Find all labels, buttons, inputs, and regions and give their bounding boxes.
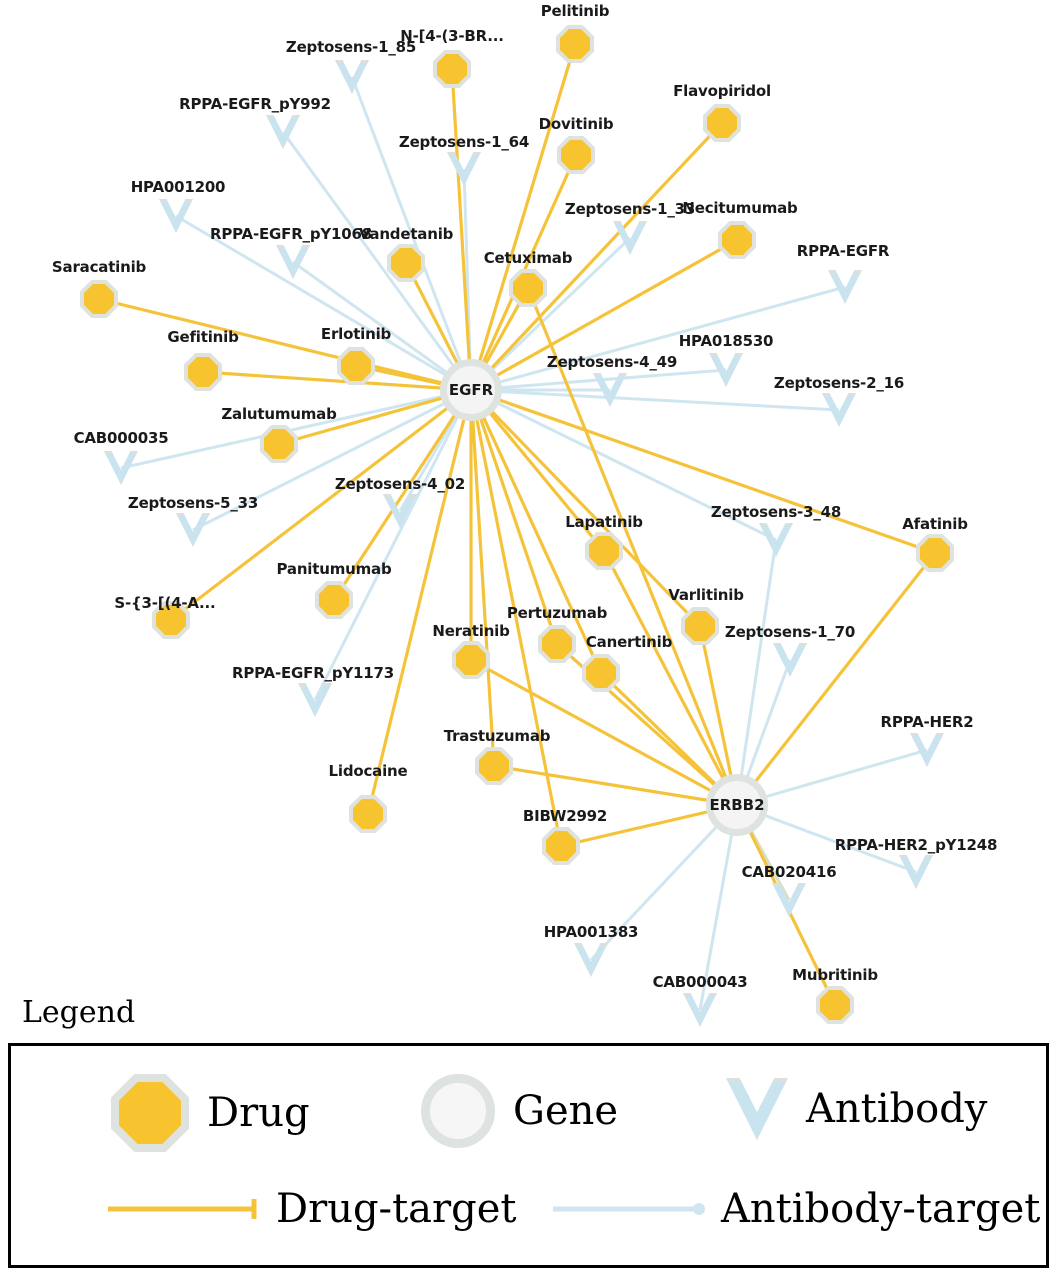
antibody-node[interactable] (159, 199, 193, 233)
antibody-node-label: HPA001200 (130, 178, 226, 196)
antibody-chevron-icon (910, 733, 944, 767)
legend-antibody (726, 1078, 987, 1140)
legend-drug (111, 1074, 310, 1152)
drug-node-label: N-[4-(3-BR... (400, 27, 504, 45)
drug-octagon-icon (475, 747, 513, 785)
drug-node-label: Panitumumab (276, 560, 392, 578)
antibody-chevron-icon (828, 270, 862, 304)
antibody-node[interactable] (176, 513, 210, 547)
antibody-node[interactable] (822, 393, 856, 427)
antibody-node-label: CAB020416 (741, 863, 837, 881)
antibody-chevron-icon (447, 152, 481, 186)
drug-node[interactable] (80, 280, 118, 318)
drug-node-label: Pertuzumab (506, 604, 608, 622)
drug-node[interactable] (542, 827, 580, 865)
antibody-chevron-icon (822, 393, 856, 427)
legend-drug-label: Drug (207, 1090, 310, 1136)
drug-node[interactable] (184, 353, 222, 391)
legend-antibody-target-label: Antibody-target (721, 1186, 1041, 1232)
antibody-chevron-icon (759, 523, 793, 557)
antibody-node[interactable] (709, 353, 743, 387)
drug-node[interactable] (718, 221, 756, 259)
antibody-node[interactable] (335, 60, 369, 94)
drug-octagon-icon (349, 795, 387, 833)
drug-node-label: Zalutumumab (221, 405, 337, 423)
drug-node-label: Varlitinib (668, 586, 744, 604)
antibody-chevron-icon (104, 451, 138, 485)
drug-node[interactable] (260, 425, 298, 463)
antibody-node-label: Zeptosens-1_70 (724, 623, 856, 641)
drug-node[interactable] (681, 607, 719, 645)
antibody-node[interactable] (593, 373, 627, 407)
antibody-chevron-icon (266, 115, 300, 149)
antibody-node[interactable] (899, 855, 933, 889)
antibody-chevron-icon (335, 60, 369, 94)
antibody-node-label: RPPA-HER2_pY1248 (834, 836, 998, 854)
drug-node-label: Cetuximab (483, 249, 573, 267)
antibody-node[interactable] (298, 683, 332, 717)
drug-target-edge (737, 553, 935, 805)
drug-octagon-icon (509, 269, 547, 307)
drug-octagon-icon (387, 244, 425, 282)
antibody-node-label: HPA001383 (543, 923, 639, 941)
antibody-node-label: RPPA-EGFR_pY1173 (232, 664, 394, 682)
antibody-target-edge (471, 390, 839, 410)
antibody-node[interactable] (447, 152, 481, 186)
antibody-node[interactable] (773, 643, 807, 677)
drug-octagon-icon (538, 625, 576, 663)
antibody-chevron-icon (574, 943, 608, 977)
antibody-chevron-icon (726, 1078, 788, 1140)
antibody-node-label: Zeptosens-2_16 (773, 374, 905, 392)
drug-octagon-icon (718, 221, 756, 259)
gene-node-label: EGFR (448, 381, 494, 399)
antibody-node-label: HPA018530 (678, 332, 774, 350)
antibody-chevron-icon (298, 683, 332, 717)
antibody-node[interactable] (683, 993, 717, 1027)
drug-octagon-icon (916, 534, 954, 572)
drug-node[interactable] (387, 244, 425, 282)
drug-node-label: Dovitinib (538, 115, 614, 133)
antibody-node[interactable] (276, 245, 310, 279)
legend-title: Legend (22, 995, 136, 1030)
antibody-node-label: Zeptosens-5_33 (127, 494, 259, 512)
drug-node-label: Pelitinib (540, 2, 610, 20)
drug-node-label: BIBW2992 (522, 807, 608, 825)
legend-gene-label: Gene (513, 1088, 619, 1134)
antibody-node[interactable] (104, 451, 138, 485)
antibody-node[interactable] (383, 494, 417, 528)
drug-octagon-icon (582, 654, 620, 692)
drug-octagon-icon (557, 136, 595, 174)
drug-node-label: Erlotinib (320, 325, 392, 343)
drug-node[interactable] (703, 104, 741, 142)
drug-node-label: Afatinib (902, 515, 968, 533)
antibody-node[interactable] (828, 270, 862, 304)
drug-octagon-icon (452, 641, 490, 679)
drug-node-label: Canertinib (585, 633, 673, 651)
antibody-chevron-icon (176, 513, 210, 547)
drug-octagon-icon (337, 347, 375, 385)
drug-octagon-icon (260, 425, 298, 463)
antibody-node-label: CAB000043 (652, 973, 748, 991)
drug-node[interactable] (475, 747, 513, 785)
antibody-node-label: Zeptosens-1_85 (285, 38, 417, 56)
drug-octagon-icon (542, 827, 580, 865)
drug-node[interactable] (816, 986, 854, 1024)
antibody-node-label: RPPA-HER2 (880, 713, 974, 731)
drug-node-label: Vandetanib (358, 225, 454, 243)
drug-edge-icon (106, 1194, 266, 1224)
antibody-node-label: Zeptosens-1_64 (398, 133, 530, 151)
antibody-chevron-icon (593, 373, 627, 407)
drug-node-label: Gefitinib (167, 328, 239, 346)
legend-box (8, 1043, 1049, 1268)
drug-node-label: Necitumumab (682, 199, 798, 217)
drug-node[interactable] (337, 347, 375, 385)
drug-node[interactable] (538, 625, 576, 663)
drug-octagon-icon (111, 1074, 189, 1152)
legend-drug-target-edge (106, 1186, 516, 1232)
antibody-node-label: RPPA-EGFR_pY1068 (210, 225, 372, 243)
drug-target-edge (452, 69, 471, 390)
antibody-node[interactable] (574, 943, 608, 977)
antibody-chevron-icon (709, 353, 743, 387)
antibody-chevron-icon (159, 199, 193, 233)
drug-octagon-icon (556, 25, 594, 63)
legend-drug-target-label: Drug-target (276, 1186, 517, 1232)
antibody-node-label: RPPA-EGFR (796, 242, 890, 260)
drug-node-label: Flavopiridol (673, 82, 771, 100)
drug-node-label: Lapatinib (565, 513, 643, 531)
antibody-chevron-icon (613, 221, 647, 255)
antibody-node[interactable] (772, 883, 806, 917)
antibody-chevron-icon (683, 993, 717, 1027)
antibody-chevron-icon (772, 883, 806, 917)
drug-octagon-icon (681, 607, 719, 645)
drug-node-label: Mubritinib (792, 966, 878, 984)
antibody-target-edge (315, 390, 471, 700)
drug-target-edge (471, 390, 935, 553)
antibody-node-label: Zeptosens-1_33 (564, 200, 696, 218)
antibody-node-label: Zeptosens-4_49 (546, 353, 678, 371)
antibody-chevron-icon (773, 643, 807, 677)
drug-target-edge (368, 390, 471, 814)
drug-node-label: Neratinib (432, 622, 510, 640)
drug-node-label: Trastuzumab (443, 727, 551, 745)
drug-node-label: Lidocaine (328, 762, 408, 780)
antibody-node-label: Zeptosens-4_02 (334, 475, 466, 493)
legend-gene (421, 1074, 618, 1148)
antibody-node-label: Zeptosens-3_48 (710, 503, 842, 521)
drug-octagon-icon (184, 353, 222, 391)
drug-node[interactable] (585, 532, 623, 570)
drug-octagon-icon (433, 50, 471, 88)
gene-node-label: ERBB2 (709, 796, 765, 814)
drug-node[interactable] (556, 25, 594, 63)
drug-target-edge (471, 390, 700, 626)
drug-node-label: S-{3-[(4-A... (114, 594, 216, 612)
drug-node[interactable] (452, 641, 490, 679)
drug-octagon-icon (80, 280, 118, 318)
gene-circle-icon (421, 1074, 495, 1148)
drug-octagon-icon (816, 986, 854, 1024)
legend-antibody-target-edge (551, 1186, 1040, 1232)
drug-node[interactable] (433, 50, 471, 88)
antibody-node[interactable] (910, 733, 944, 767)
antibody-node-label: RPPA-EGFR_pY992 (179, 95, 331, 113)
legend-antibody-label: Antibody (806, 1086, 988, 1132)
drug-octagon-icon (703, 104, 741, 142)
drug-target-edge (471, 44, 575, 390)
drug-node[interactable] (557, 136, 595, 174)
antibody-node[interactable] (266, 115, 300, 149)
antibody-edge-icon (551, 1194, 711, 1224)
antibody-chevron-icon (899, 855, 933, 889)
drug-node-label: Saracatinib (51, 258, 147, 276)
drug-node[interactable] (349, 795, 387, 833)
drug-octagon-icon (315, 581, 353, 619)
drug-octagon-icon (585, 532, 623, 570)
antibody-node[interactable] (759, 523, 793, 557)
antibody-chevron-icon (276, 245, 310, 279)
drug-node[interactable] (916, 534, 954, 572)
drug-node[interactable] (315, 581, 353, 619)
drug-node[interactable] (509, 269, 547, 307)
drug-node[interactable] (582, 654, 620, 692)
antibody-node[interactable] (613, 221, 647, 255)
antibody-chevron-icon (383, 494, 417, 528)
antibody-node-label: CAB000035 (73, 429, 169, 447)
